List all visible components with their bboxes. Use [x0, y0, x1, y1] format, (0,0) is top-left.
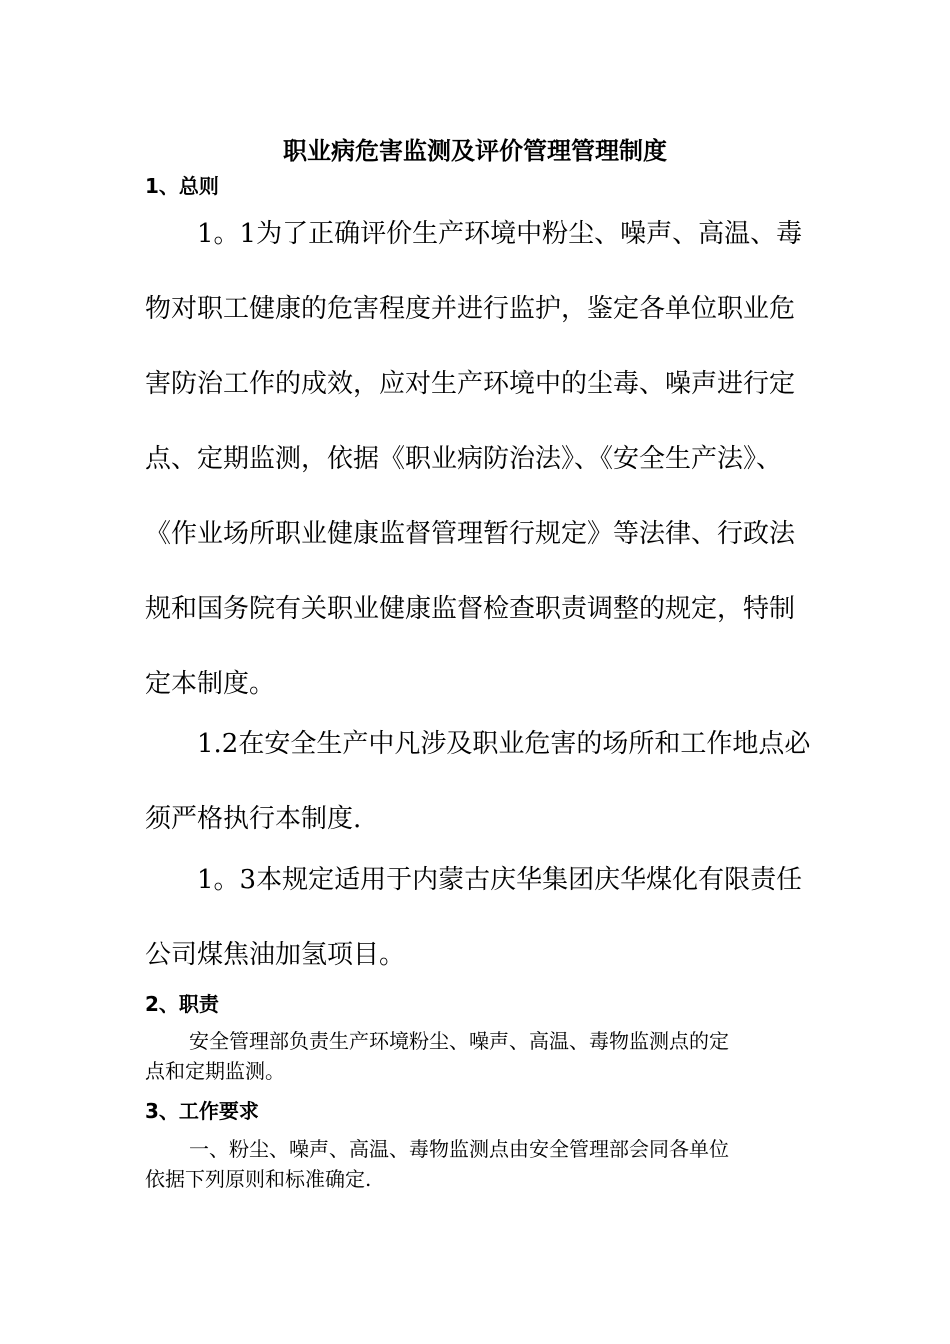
text-line: 规和国务院有关职业健康监督检查职责调整的规定，特制: [145, 594, 796, 624]
section-heading-responsibilities: 2、职责: [145, 992, 219, 1016]
text-line: 物对职工健康的危害程度并进行监护，鉴定各单位职业危: [145, 294, 796, 324]
paragraph-1-2: [145, 707, 845, 857]
text-line: 定本制度。: [145, 669, 276, 699]
text-line: 1。1为了正确评价生产环境中粉尘、噪声、高温、毒: [197, 219, 803, 249]
section-heading-general: 1、总则: [145, 174, 219, 198]
text-line: 《作业场所职业健康监督管理暂行规定》等法律、行政法: [145, 519, 796, 549]
text-line: 点、定期监测，依据《职业病防治法》、《安全生产法》、: [145, 444, 783, 474]
text-line: 害防治工作的成效，应对生产环境中的尘毒、噪声进行定: [145, 369, 796, 399]
text-line: 须严格执行本制度.: [145, 804, 362, 834]
paragraph-1-3: [145, 843, 845, 993]
text-line: 点和定期监测。: [145, 1059, 285, 1083]
text-line: 依据下列原则和标准确定.: [145, 1167, 372, 1191]
text-line: 1。3本规定适用于内蒙古庆华集团庆华煤化有限责任: [197, 865, 803, 895]
paragraph-responsibilities: [145, 1026, 845, 1086]
paragraph-1-1: [145, 197, 845, 722]
section-heading-work-requirements: 3、工作要求: [145, 1099, 259, 1123]
text-line: 一、粉尘、噪声、高温、毒物监测点由安全管理部会同各单位: [189, 1137, 729, 1161]
document-title: 职业病危害监测及评价管理管理制度: [283, 137, 667, 165]
paragraph-work-requirements: [145, 1134, 845, 1194]
text-line: 1.2在安全生产中凡涉及职业危害的场所和工作地点必: [197, 729, 811, 759]
text-line: 安全管理部负责生产环境粉尘、噪声、高温、毒物监测点的定: [189, 1029, 729, 1053]
text-line: 公司煤焦油加氢项目。: [145, 940, 406, 970]
